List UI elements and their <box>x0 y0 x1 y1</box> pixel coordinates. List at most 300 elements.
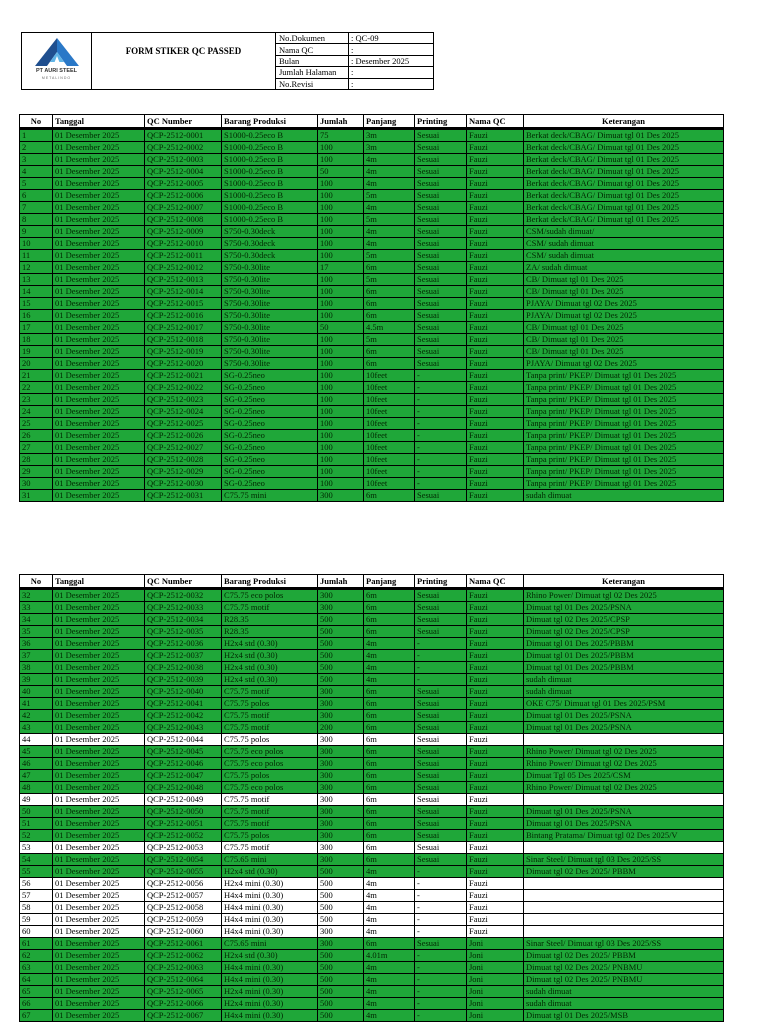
cell-tanggal: 01 Desember 2025 <box>53 662 145 674</box>
cell-keterangan: Dimuat tgl 01 Des 2025/PBBM <box>524 662 724 674</box>
cell-nama-qc: Fauzi <box>467 589 524 602</box>
cell-barang-produksi: H2x4 std (0.30) <box>222 866 318 878</box>
table-row <box>20 638 724 650</box>
cell-keterangan: Berkat deck/CBAG/ Dimuat tgl 01 Des 2025 <box>524 178 724 190</box>
cell-panjang: 10feet <box>364 382 415 394</box>
header-no: No <box>20 575 53 589</box>
cell-tanggal: 01 Desember 2025 <box>53 406 145 418</box>
table-row <box>20 346 724 358</box>
table-row <box>20 382 724 394</box>
cell-nama-qc: Joni <box>467 986 524 998</box>
cell-no: 14 <box>20 286 53 298</box>
cell-nama-qc: Fauzi <box>467 490 524 502</box>
cell-no: 53 <box>20 842 53 854</box>
cell-panjang: 3m <box>364 142 415 154</box>
cell-jumlah: 200 <box>318 722 364 734</box>
cell-nama-qc: Fauzi <box>467 214 524 226</box>
cell-keterangan: CSM/ sudah dimuat <box>524 250 724 262</box>
cell-no: 38 <box>20 662 53 674</box>
cell-printing: Sesuai <box>415 334 467 346</box>
table-row <box>20 226 724 238</box>
cell-no: 52 <box>20 830 53 842</box>
cell-barang-produksi: H4x4 mini (0.30) <box>222 926 318 938</box>
header-panjang: Panjang <box>364 575 415 589</box>
cell-barang-produksi: C75.75 polos <box>222 830 318 842</box>
cell-no: 50 <box>20 806 53 818</box>
cell-barang-produksi: S750-0.30lite <box>222 286 318 298</box>
cell-barang-produksi: H4x4 mini (0.30) <box>222 890 318 902</box>
cell-no: 24 <box>20 406 53 418</box>
cell-keterangan: Dimuat Tgl 05 Des 2025/CSM <box>524 770 724 782</box>
cell-qc-number: QCP-2512-0031 <box>145 490 222 502</box>
cell-nama-qc: Fauzi <box>467 430 524 442</box>
cell-tanggal: 01 Desember 2025 <box>53 250 145 262</box>
cell-jumlah: 100 <box>318 442 364 454</box>
cell-nama-qc: Fauzi <box>467 722 524 734</box>
cell-tanggal: 01 Desember 2025 <box>53 358 145 370</box>
cell-barang-produksi: SG-0.25neo <box>222 418 318 430</box>
cell-qc-number: QCP-2512-0027 <box>145 442 222 454</box>
table-row <box>20 686 724 698</box>
cell-tanggal: 01 Desember 2025 <box>53 890 145 902</box>
cell-no: 64 <box>20 974 53 986</box>
cell-panjang: 4m <box>364 674 415 686</box>
info-label: Jumlah Halaman <box>276 67 349 78</box>
cell-printing: Sesuai <box>415 322 467 334</box>
table-row <box>20 202 724 214</box>
cell-panjang: 6m <box>364 614 415 626</box>
cell-nama-qc: Fauzi <box>467 154 524 166</box>
cell-printing: Sesuai <box>415 310 467 322</box>
table-row <box>20 589 724 602</box>
cell-keterangan <box>524 890 724 902</box>
cell-nama-qc: Fauzi <box>467 370 524 382</box>
cell-printing: Sesuai <box>415 842 467 854</box>
cell-jumlah: 100 <box>318 382 364 394</box>
cell-printing: Sesuai <box>415 274 467 286</box>
cell-jumlah: 500 <box>318 998 364 1010</box>
cell-qc-number: QCP-2512-0045 <box>145 746 222 758</box>
cell-jumlah: 500 <box>318 974 364 986</box>
table-row <box>20 998 724 1010</box>
cell-no: 41 <box>20 698 53 710</box>
cell-panjang: 4m <box>364 986 415 998</box>
cell-no: 21 <box>20 370 53 382</box>
cell-printing: - <box>415 394 467 406</box>
table-row <box>20 986 724 998</box>
auri-steel-logo-icon <box>31 36 83 68</box>
cell-printing: Sesuai <box>415 190 467 202</box>
cell-nama-qc: Fauzi <box>467 890 524 902</box>
table-row <box>20 178 724 190</box>
cell-jumlah: 50 <box>318 322 364 334</box>
cell-panjang: 4m <box>364 878 415 890</box>
table-row <box>20 662 724 674</box>
cell-nama-qc: Fauzi <box>467 418 524 430</box>
cell-keterangan: CSM/sudah dimuat/ <box>524 226 724 238</box>
table-row <box>20 142 724 154</box>
cell-qc-number: QCP-2512-0026 <box>145 430 222 442</box>
cell-jumlah: 100 <box>318 298 364 310</box>
cell-qc-number: QCP-2512-0023 <box>145 394 222 406</box>
cell-keterangan: Rhino Power/ Dimuat tgl 02 Des 2025 <box>524 589 724 602</box>
cell-keterangan: Dimuat tgl 02 Des 2025/ PBBM <box>524 866 724 878</box>
cell-panjang: 4.5m <box>364 322 415 334</box>
cell-barang-produksi: S1000-0.25eco B <box>222 214 318 226</box>
cell-tanggal: 01 Desember 2025 <box>53 638 145 650</box>
qc-table-1 <box>19 114 724 502</box>
cell-panjang: 4m <box>364 638 415 650</box>
cell-no: 11 <box>20 250 53 262</box>
cell-nama-qc: Fauzi <box>467 806 524 818</box>
table-row <box>20 286 724 298</box>
cell-no: 32 <box>20 589 53 602</box>
cell-nama-qc: Fauzi <box>467 626 524 638</box>
cell-qc-number: QCP-2512-0055 <box>145 866 222 878</box>
cell-no: 48 <box>20 782 53 794</box>
cell-panjang: 4m <box>364 154 415 166</box>
cell-jumlah: 300 <box>318 842 364 854</box>
table-row <box>20 734 724 746</box>
cell-no: 4 <box>20 166 53 178</box>
cell-barang-produksi: C75.75 motif <box>222 842 318 854</box>
table-row <box>20 890 724 902</box>
cell-no: 40 <box>20 686 53 698</box>
document-info-table <box>275 32 434 90</box>
info-label: Bulan <box>276 55 349 66</box>
cell-no: 16 <box>20 310 53 322</box>
cell-barang-produksi: H2x4 std (0.30) <box>222 662 318 674</box>
cell-nama-qc: Fauzi <box>467 202 524 214</box>
cell-nama-qc: Fauzi <box>467 674 524 686</box>
cell-tanggal: 01 Desember 2025 <box>53 394 145 406</box>
cell-barang-produksi: S750-0.30lite <box>222 310 318 322</box>
cell-printing: - <box>415 962 467 974</box>
cell-qc-number: QCP-2512-0001 <box>145 129 222 142</box>
cell-printing: Sesuai <box>415 626 467 638</box>
table-row <box>20 129 724 142</box>
cell-printing: Sesuai <box>415 589 467 602</box>
cell-jumlah: 300 <box>318 938 364 950</box>
cell-panjang: 10feet <box>364 394 415 406</box>
info-label: No.Dokumen <box>276 33 349 44</box>
cell-barang-produksi: C75.75 eco polos <box>222 589 318 602</box>
cell-panjang: 4m <box>364 890 415 902</box>
cell-tanggal: 01 Desember 2025 <box>53 334 145 346</box>
cell-jumlah: 300 <box>318 830 364 842</box>
cell-no: 44 <box>20 734 53 746</box>
cell-printing: - <box>415 998 467 1010</box>
cell-qc-number: QCP-2512-0002 <box>145 142 222 154</box>
cell-panjang: 10feet <box>364 370 415 382</box>
cell-nama-qc: Fauzi <box>467 478 524 490</box>
cell-jumlah: 100 <box>318 406 364 418</box>
cell-barang-produksi: S1000-0.25eco B <box>222 142 318 154</box>
cell-printing: Sesuai <box>415 938 467 950</box>
cell-jumlah: 100 <box>318 238 364 250</box>
cell-panjang: 6m <box>364 842 415 854</box>
cell-jumlah: 300 <box>318 758 364 770</box>
cell-jumlah: 100 <box>318 142 364 154</box>
cell-panjang: 6m <box>364 346 415 358</box>
cell-nama-qc: Fauzi <box>467 794 524 806</box>
cell-jumlah: 100 <box>318 286 364 298</box>
cell-qc-number: QCP-2512-0062 <box>145 950 222 962</box>
info-row <box>276 33 434 44</box>
cell-jumlah: 500 <box>318 614 364 626</box>
cell-keterangan: Tanpa print/ PKEP/ Dimuat tgl 01 Des 2025 <box>524 442 724 454</box>
cell-barang-produksi: S1000-0.25eco B <box>222 178 318 190</box>
cell-nama-qc: Fauzi <box>467 358 524 370</box>
cell-qc-number: QCP-2512-0020 <box>145 358 222 370</box>
cell-printing: - <box>415 478 467 490</box>
table-row <box>20 806 724 818</box>
header-nama-qc: Nama QC <box>467 115 524 129</box>
cell-tanggal: 01 Desember 2025 <box>53 602 145 614</box>
table-row <box>20 974 724 986</box>
cell-jumlah: 100 <box>318 478 364 490</box>
cell-barang-produksi: H2x4 mini (0.30) <box>222 998 318 1010</box>
cell-keterangan: sudah dimuat <box>524 490 724 502</box>
company-logo <box>21 32 92 90</box>
cell-nama-qc: Fauzi <box>467 710 524 722</box>
cell-nama-qc: Fauzi <box>467 662 524 674</box>
cell-keterangan: Dimuat tgl 02 Des 2025/CPSP <box>524 626 724 638</box>
cell-panjang: 4m <box>364 650 415 662</box>
cell-jumlah: 100 <box>318 178 364 190</box>
cell-tanggal: 01 Desember 2025 <box>53 310 145 322</box>
cell-jumlah: 300 <box>318 710 364 722</box>
cell-nama-qc: Fauzi <box>467 286 524 298</box>
cell-keterangan <box>524 914 724 926</box>
cell-qc-number: QCP-2512-0005 <box>145 178 222 190</box>
table-row <box>20 238 724 250</box>
cell-jumlah: 100 <box>318 358 364 370</box>
cell-qc-number: QCP-2512-0048 <box>145 782 222 794</box>
cell-jumlah: 300 <box>318 746 364 758</box>
table-row <box>20 914 724 926</box>
cell-barang-produksi: C75.65 mini <box>222 938 318 950</box>
cell-nama-qc: Fauzi <box>467 830 524 842</box>
cell-panjang: 6m <box>364 818 415 830</box>
cell-nama-qc: Fauzi <box>467 902 524 914</box>
cell-keterangan: Berkat deck/CBAG/ Dimuat tgl 01 Des 2025 <box>524 142 724 154</box>
cell-tanggal: 01 Desember 2025 <box>53 818 145 830</box>
cell-tanggal: 01 Desember 2025 <box>53 962 145 974</box>
cell-panjang: 6m <box>364 938 415 950</box>
table-row <box>20 950 724 962</box>
cell-no: 2 <box>20 142 53 154</box>
cell-barang-produksi: C75.75 motif <box>222 818 318 830</box>
cell-barang-produksi: H2x4 mini (0.30) <box>222 878 318 890</box>
header-panjang: Panjang <box>364 115 415 129</box>
cell-qc-number: QCP-2512-0044 <box>145 734 222 746</box>
cell-no: 9 <box>20 226 53 238</box>
cell-jumlah: 300 <box>318 589 364 602</box>
cell-keterangan: CB/ Dimuat tgl 01 Des 2025 <box>524 286 724 298</box>
cell-nama-qc: Fauzi <box>467 782 524 794</box>
cell-jumlah: 500 <box>318 650 364 662</box>
cell-no: 33 <box>20 602 53 614</box>
cell-barang-produksi: SG-0.25neo <box>222 442 318 454</box>
header-printing: Printing <box>415 575 467 589</box>
cell-keterangan <box>524 878 724 890</box>
cell-no: 25 <box>20 418 53 430</box>
cell-no: 51 <box>20 818 53 830</box>
cell-no: 34 <box>20 614 53 626</box>
cell-jumlah: 300 <box>318 490 364 502</box>
cell-qc-number: QCP-2512-0006 <box>145 190 222 202</box>
cell-keterangan: Rhino Power/ Dimuat tgl 02 Des 2025 <box>524 746 724 758</box>
table-row <box>20 722 724 734</box>
cell-jumlah: 100 <box>318 214 364 226</box>
cell-qc-number: QCP-2512-0041 <box>145 698 222 710</box>
info-value: : Desember 2025 <box>349 55 434 66</box>
cell-barang-produksi: S750-0.30deck <box>222 238 318 250</box>
cell-barang-produksi: S750-0.30lite <box>222 334 318 346</box>
header-qc-number: QC Number <box>145 115 222 129</box>
cell-jumlah: 300 <box>318 734 364 746</box>
cell-jumlah: 100 <box>318 226 364 238</box>
cell-panjang: 10feet <box>364 466 415 478</box>
cell-keterangan: Tanpa print/ PKEP/ Dimuat tgl 01 Des 2025 <box>524 418 724 430</box>
cell-barang-produksi: C75.75 motif <box>222 710 318 722</box>
cell-jumlah: 500 <box>318 626 364 638</box>
cell-keterangan: OKE C75/ Dimuat tgl 01 Des 2025/PSM <box>524 698 724 710</box>
cell-barang-produksi: SG-0.25neo <box>222 454 318 466</box>
cell-no: 12 <box>20 262 53 274</box>
cell-qc-number: QCP-2512-0064 <box>145 974 222 986</box>
cell-jumlah: 100 <box>318 370 364 382</box>
cell-tanggal: 01 Desember 2025 <box>53 589 145 602</box>
table-row <box>20 262 724 274</box>
table-row <box>20 394 724 406</box>
cell-panjang: 10feet <box>364 478 415 490</box>
cell-no: 47 <box>20 770 53 782</box>
header-nama-qc: Nama QC <box>467 575 524 589</box>
cell-barang-produksi: S750-0.30lite <box>222 274 318 286</box>
cell-panjang: 10feet <box>364 430 415 442</box>
cell-keterangan: Dimuat tgl 02 Des 2025/ PNBMU <box>524 974 724 986</box>
cell-nama-qc: Fauzi <box>467 614 524 626</box>
cell-nama-qc: Fauzi <box>467 914 524 926</box>
cell-keterangan: Dimuat tgl 01 Des 2025/PBBM <box>524 650 724 662</box>
cell-barang-produksi: SG-0.25neo <box>222 466 318 478</box>
cell-jumlah: 100 <box>318 454 364 466</box>
cell-printing: Sesuai <box>415 746 467 758</box>
info-label: No.Revisi <box>276 78 349 89</box>
cell-keterangan: sudah dimuat <box>524 998 724 1010</box>
cell-tanggal: 01 Desember 2025 <box>53 238 145 250</box>
cell-keterangan: CB/ Dimuat tgl 01 Des 2025 <box>524 334 724 346</box>
cell-jumlah: 300 <box>318 782 364 794</box>
header-keterangan: Keterangan <box>524 115 724 129</box>
cell-printing: Sesuai <box>415 818 467 830</box>
cell-tanggal: 01 Desember 2025 <box>53 382 145 394</box>
cell-no: 56 <box>20 878 53 890</box>
cell-jumlah: 100 <box>318 310 364 322</box>
cell-keterangan: Rhino Power/ Dimuat tgl 02 Des 2025 <box>524 782 724 794</box>
cell-jumlah: 500 <box>318 674 364 686</box>
cell-tanggal: 01 Desember 2025 <box>53 466 145 478</box>
cell-keterangan: Tanpa print/ PKEP/ Dimuat tgl 01 Des 2025 <box>524 382 724 394</box>
cell-no: 29 <box>20 466 53 478</box>
cell-qc-number: QCP-2512-0013 <box>145 274 222 286</box>
cell-qc-number: QCP-2512-0066 <box>145 998 222 1010</box>
cell-keterangan: Tanpa print/ PKEP/ Dimuat tgl 01 Des 2025 <box>524 478 724 490</box>
cell-tanggal: 01 Desember 2025 <box>53 286 145 298</box>
cell-nama-qc: Fauzi <box>467 334 524 346</box>
table-row <box>20 710 724 722</box>
cell-keterangan: CB/ Dimuat tgl 01 Des 2025 <box>524 274 724 286</box>
cell-panjang: 6m <box>364 710 415 722</box>
cell-printing: Sesuai <box>415 178 467 190</box>
cell-qc-number: QCP-2512-0018 <box>145 334 222 346</box>
cell-barang-produksi: H2x4 std (0.30) <box>222 674 318 686</box>
cell-no: 6 <box>20 190 53 202</box>
cell-printing: - <box>415 430 467 442</box>
cell-jumlah: 500 <box>318 890 364 902</box>
cell-tanggal: 01 Desember 2025 <box>53 154 145 166</box>
cell-tanggal: 01 Desember 2025 <box>53 626 145 638</box>
cell-panjang: 10feet <box>364 418 415 430</box>
cell-barang-produksi: SG-0.25neo <box>222 478 318 490</box>
cell-tanggal: 01 Desember 2025 <box>53 478 145 490</box>
cell-barang-produksi: S750-0.30lite <box>222 262 318 274</box>
cell-jumlah: 75 <box>318 129 364 142</box>
cell-jumlah: 500 <box>318 662 364 674</box>
cell-no: 31 <box>20 490 53 502</box>
cell-panjang: 5m <box>364 274 415 286</box>
table-row <box>20 698 724 710</box>
cell-panjang: 6m <box>364 734 415 746</box>
cell-jumlah: 100 <box>318 202 364 214</box>
cell-printing: Sesuai <box>415 358 467 370</box>
cell-printing: Sesuai <box>415 262 467 274</box>
info-label: Nama QC <box>276 44 349 55</box>
table-row <box>20 1010 724 1022</box>
cell-no: 3 <box>20 154 53 166</box>
table-row <box>20 770 724 782</box>
cell-tanggal: 01 Desember 2025 <box>53 202 145 214</box>
cell-nama-qc: Fauzi <box>467 262 524 274</box>
cell-jumlah: 500 <box>318 638 364 650</box>
cell-printing: Sesuai <box>415 698 467 710</box>
cell-keterangan: Berkat deck/CBAG/ Dimuat tgl 01 Des 2025 <box>524 166 724 178</box>
cell-nama-qc: Fauzi <box>467 298 524 310</box>
cell-panjang: 6m <box>364 358 415 370</box>
cell-printing: Sesuai <box>415 142 467 154</box>
cell-tanggal: 01 Desember 2025 <box>53 806 145 818</box>
cell-jumlah: 300 <box>318 602 364 614</box>
cell-tanggal: 01 Desember 2025 <box>53 490 145 502</box>
cell-panjang: 6m <box>364 626 415 638</box>
cell-nama-qc: Joni <box>467 998 524 1010</box>
cell-printing: Sesuai <box>415 238 467 250</box>
table-row <box>20 298 724 310</box>
cell-keterangan: Dimuat tgl 01 Des 2025/PSNA <box>524 818 724 830</box>
cell-tanggal: 01 Desember 2025 <box>53 902 145 914</box>
cell-barang-produksi: H4x4 mini (0.30) <box>222 974 318 986</box>
cell-qc-number: QCP-2512-0043 <box>145 722 222 734</box>
cell-panjang: 6m <box>364 698 415 710</box>
cell-panjang: 4m <box>364 202 415 214</box>
cell-barang-produksi: C75.75 motif <box>222 722 318 734</box>
cell-keterangan: Rhino Power/ Dimuat tgl 02 Des 2025 <box>524 758 724 770</box>
cell-barang-produksi: H2x4 std (0.30) <box>222 638 318 650</box>
cell-qc-number: QCP-2512-0010 <box>145 238 222 250</box>
cell-panjang: 6m <box>364 854 415 866</box>
